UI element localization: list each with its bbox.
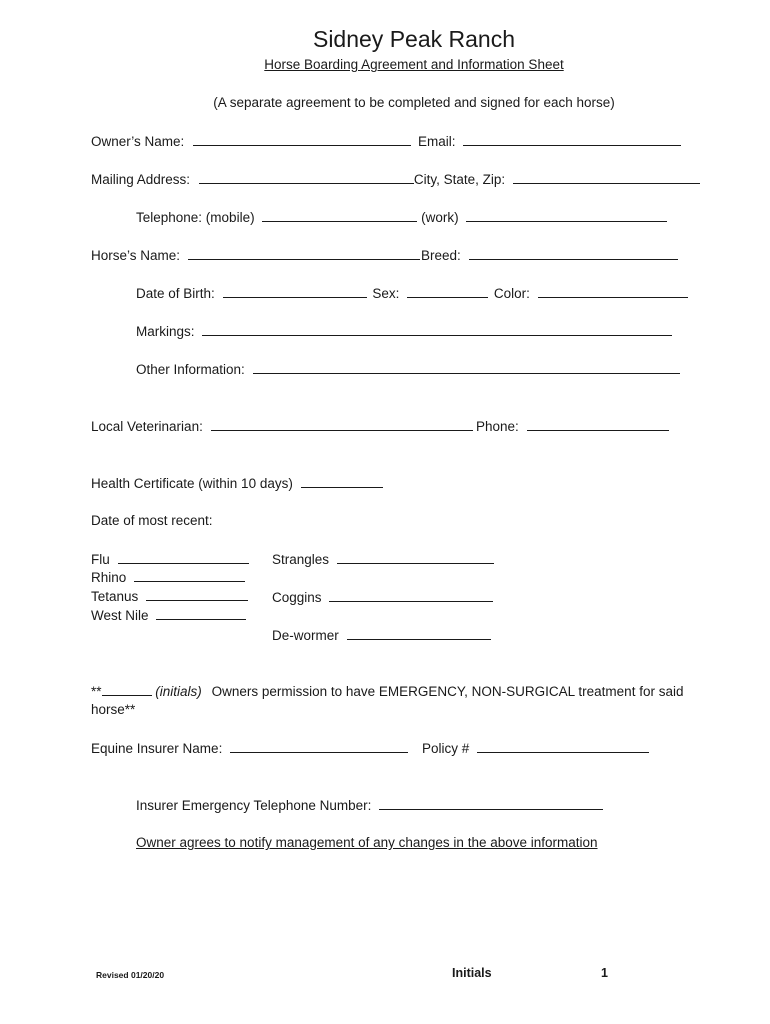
- form-note: (A separate agreement to be completed and signed for each horse): [213, 95, 615, 110]
- vet-phone-label: Phone:: [476, 419, 519, 434]
- tetanus-field[interactable]: [146, 587, 248, 601]
- owner-name-field[interactable]: [193, 132, 411, 146]
- flu-row: [91, 550, 249, 569]
- health-cert-field[interactable]: [301, 474, 383, 488]
- vet-row: [91, 417, 473, 436]
- strangles-field[interactable]: [337, 550, 494, 564]
- dewormer-label: De-wormer: [272, 628, 339, 643]
- horse-name-label: Horse’s Name:: [91, 248, 181, 263]
- markings-label: Markings:: [136, 324, 195, 339]
- insurer-name-label: Equine Insurer Name:: [91, 741, 223, 756]
- dob-row: [136, 284, 688, 303]
- strangles-label: Strangles: [272, 552, 330, 567]
- policy-field[interactable]: [477, 739, 649, 753]
- insurer-phone-field[interactable]: [379, 796, 603, 810]
- markings-field[interactable]: [202, 322, 672, 336]
- markings-row: [136, 322, 672, 341]
- flu-label: Flu: [91, 552, 110, 567]
- flu-field[interactable]: [118, 550, 249, 564]
- breed-field[interactable]: [469, 246, 678, 260]
- city-state-zip-label: City, State, Zip:: [413, 172, 506, 187]
- sex-label: Sex:: [372, 286, 400, 301]
- notify-agreement: Owner agrees to notify management of any changes in the above information: [136, 835, 598, 850]
- initials-label: (initials): [155, 684, 202, 699]
- mailing-address-label: Mailing Address:: [91, 172, 191, 187]
- health-cert-label: Health Certificate (within 10 days): [91, 476, 293, 491]
- revised-date: Revised 01/20/20: [96, 970, 165, 980]
- vet-label: Local Veterinarian:: [91, 419, 203, 434]
- email-field[interactable]: [463, 132, 681, 146]
- vet-field[interactable]: [211, 417, 473, 431]
- strangles-row: [272, 550, 494, 569]
- dewormer-row: [272, 626, 491, 645]
- emergency-prefix: **: [91, 684, 102, 699]
- owner-name-label: Owner’s Name:: [91, 134, 185, 149]
- other-info-label: Other Information:: [136, 362, 245, 377]
- horse-name-field[interactable]: [188, 246, 420, 260]
- dob-label: Date of Birth:: [136, 286, 215, 301]
- coggins-field[interactable]: [329, 588, 493, 602]
- tetanus-row: [91, 587, 248, 606]
- color-field[interactable]: [538, 284, 688, 298]
- emergency-row: [91, 682, 683, 701]
- form-subtitle: Horse Boarding Agreement and Information Sheet: [264, 57, 564, 72]
- color-label: Color:: [493, 286, 530, 301]
- insurer-name-field[interactable]: [230, 739, 408, 753]
- mailing-address-field[interactable]: [199, 170, 414, 184]
- other-info-row: [136, 360, 680, 379]
- rhino-field[interactable]: [134, 568, 245, 582]
- vet-phone-field[interactable]: [527, 417, 669, 431]
- telephone-row: [136, 208, 667, 227]
- coggins-row: [272, 588, 493, 607]
- other-info-field[interactable]: [253, 360, 680, 374]
- policy-label: Policy #: [422, 741, 470, 756]
- policy-row: [422, 739, 649, 758]
- page-title: Sidney Peak Ranch: [312, 26, 515, 52]
- city-state-zip-field[interactable]: [513, 170, 700, 184]
- dob-field[interactable]: [223, 284, 367, 298]
- sex-field[interactable]: [407, 284, 488, 298]
- email-label: Email:: [418, 134, 456, 149]
- vet-phone-row: [476, 417, 669, 436]
- telephone-work-field[interactable]: [466, 208, 667, 222]
- telephone-mobile-label: Telephone: (mobile): [136, 210, 255, 225]
- emergency-initials-field[interactable]: [102, 682, 152, 696]
- insurer-phone-row: [136, 796, 603, 815]
- insurer-phone-label: Insurer Emergency Telephone Number:: [136, 798, 372, 813]
- mailing-row: [91, 170, 700, 189]
- rhino-label: Rhino: [91, 570, 127, 585]
- telephone-work-label: (work): [421, 210, 459, 225]
- coggins-label: Coggins: [272, 590, 322, 605]
- telephone-mobile-field[interactable]: [262, 208, 417, 222]
- owner-name-row: [91, 132, 411, 151]
- emergency-text-line2: horse**: [91, 702, 136, 717]
- breed-label: Breed:: [421, 248, 461, 263]
- west-nile-label: West Nile: [91, 608, 149, 623]
- health-cert-row: [91, 474, 383, 493]
- rhino-row: [91, 568, 245, 587]
- breed-row: [421, 246, 678, 265]
- page-number: 1: [601, 966, 608, 980]
- west-nile-field[interactable]: [156, 606, 246, 620]
- footer-initials-label: Initials: [452, 966, 492, 980]
- emergency-text: Owners permission to have EMERGENCY, NON-SURGICAL treatment for said: [211, 684, 684, 699]
- west-nile-row: [91, 606, 246, 625]
- tetanus-label: Tetanus: [91, 589, 139, 604]
- dewormer-field[interactable]: [347, 626, 491, 640]
- date-most-recent-label: Date of most recent:: [91, 513, 213, 528]
- horse-name-row: [91, 246, 420, 265]
- email-row: [418, 132, 681, 151]
- insurer-row: [91, 739, 408, 758]
